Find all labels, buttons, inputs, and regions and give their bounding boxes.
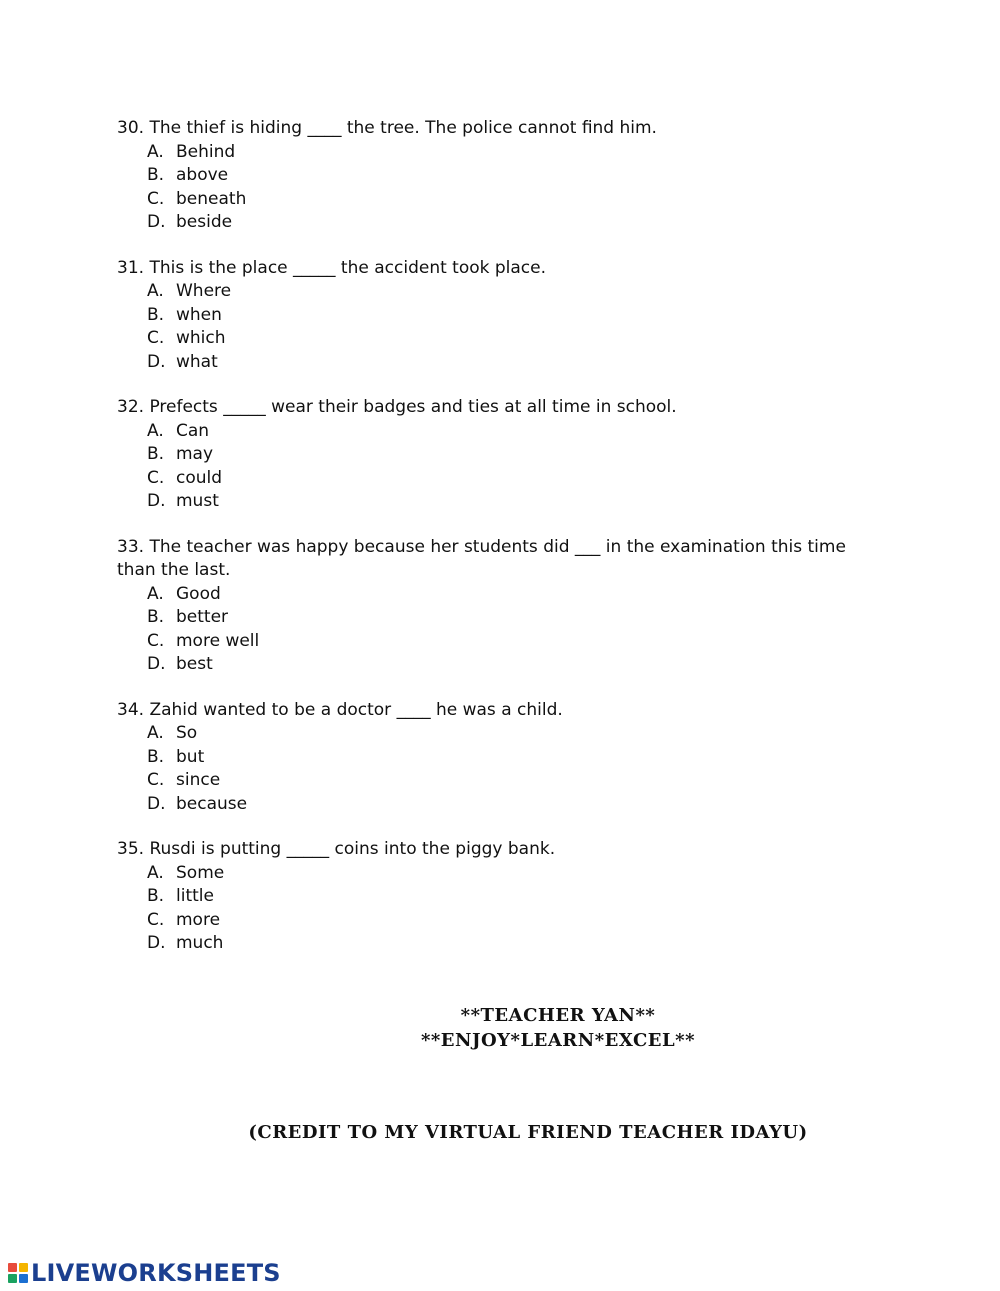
option-c: C. more well [147,630,260,651]
logo-square [8,1274,17,1283]
question-text: 31. This is the place _____ the accident took place. [117,257,547,278]
options-list [117,583,877,677]
logo-square [19,1263,28,1272]
logo-square [8,1263,17,1272]
option-a: A. So [147,723,198,743]
motto: **ENJOY*LEARN*EXCEL** [420,1030,696,1051]
option-d: D. much [147,933,224,953]
option-d: D. because [147,793,248,814]
logo-icon [8,1263,28,1283]
option-a: A. Behind [147,141,236,162]
credit-line: (CREDIT TO MY VIRTUAL FRIEND TEACHER IDAYU) [248,1122,808,1143]
option-a: A. Some [147,862,225,883]
option-b: B. above [147,165,229,185]
options-list [117,420,877,514]
question-text: 34. Zahid wanted to be a doctor ____ he was a child. [117,699,563,720]
question-33 [117,536,877,677]
question-30 [117,117,877,235]
option-d: D. best [147,654,213,674]
question-32 [117,396,877,514]
worksheet [117,117,877,978]
brand-name: LIVEWORKSHEETS [31,1259,281,1287]
option-d: D. beside [147,212,233,232]
options-list [117,862,877,956]
option-b: B. may [147,444,214,464]
option-c: C. since [147,770,221,790]
option-a: A. Good [147,583,221,604]
question-35 [117,838,877,956]
question-34 [117,699,877,817]
option-c: C. could [147,467,223,488]
options-list [117,141,877,235]
option-d: D. must [147,491,219,511]
options-list [117,280,877,374]
option-c: C. beneath [147,188,247,209]
option-b: B. when [147,304,222,325]
question-31 [117,257,877,375]
option-b: B. better [147,607,229,627]
option-a: A. Where [147,281,232,301]
option-b: B. little [147,886,214,906]
option-d: D. what [147,351,218,372]
options-list [117,722,877,816]
liveworksheets-logo [8,1258,281,1288]
option-c: C. which [147,328,226,348]
option-b: B. but [147,746,205,767]
question-text: 33. The teacher was happy because her students did ___ in the examination this time than the last. [117,536,846,580]
logo-square [19,1274,28,1283]
question-text: 30. The thief is hiding ____ the tree. The police cannot find him. [117,118,657,138]
teacher-name: **TEACHER YAN** [460,1005,656,1026]
option-a: A. Can [147,420,210,441]
question-text: 35. Rusdi is putting _____ coins into the piggy bank. [117,839,556,859]
question-text: 32. Prefects _____ wear their badges and ties at all time in school. [117,397,677,417]
option-c: C. more [147,909,221,930]
teacher-signature [58,1003,1000,1053]
